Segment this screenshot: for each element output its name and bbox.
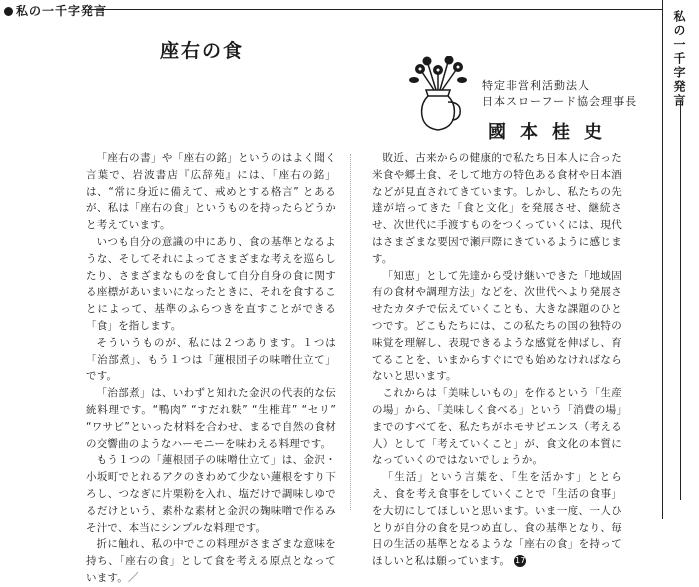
paragraph-text: 「生活」という言葉を、「生を活かす」ととらえ、食を考え食事をしていくことで「生活の食事」を大切にしてほしいと思います。いま一度、一人ひとりが自分の食を見つめ直し、食の基準となり、毎日の生活の基準となるような「座右の食」を持ってほしいと私は願っています。 xyxy=(372,471,622,568)
org-line-1: 特定非営利活動法人 xyxy=(482,79,590,92)
left-text-column xyxy=(86,150,336,587)
flower-vase-logo-icon xyxy=(398,56,478,134)
vertical-rule xyxy=(680,100,681,500)
paragraph xyxy=(372,469,622,570)
section-header-label: 私の一千字発言 xyxy=(16,4,108,18)
right-text-column xyxy=(372,150,622,570)
author-organization xyxy=(482,78,637,110)
paragraph: 「治部煮」は、いわずと知れた金沢の代表的な伝統料理です。“鴨肉” “すだれ麩” “生椎茸” “セリ” “ワサビ”といった材料を合わせ、まるで自然の食材の交響曲のようなハーモニーを味わえる料理です。 xyxy=(86,387,336,450)
vertical-section-label: 私の一千字発言 xyxy=(672,10,686,108)
paragraph: これからは「美味しいもの」を作るという「生産の場」から、「美味しく食べる」という「消費の場」までのすべてを、私たちがホモサピエンス（考える人）として「考えていくこと」が、食文化の本質になっていくのではないでしょうか。 xyxy=(372,387,622,467)
column-divider xyxy=(350,154,351,510)
paragraph: 「知恵」として先達から受け継いできた「地域固有の食材や調理方法」などを、次世代へより発展させたカタチで伝えていくことも、大きな課題のひとつです。どこもたちには、この私たちの国の独特の味覚を理解し、表現できるような感覚を伸ばし、育てることを、いまからすぐにでも始めなければならないと思います。 xyxy=(372,269,622,383)
paragraph: もう１つの「蓮根団子の味噌仕立て」は、金沢・小坂町でとれるアクのきわめて少ない蓮根をすり下ろし、つなぎに片栗粉を入れ、塩だけで調味しゆでるだけという、素朴な素材と金沢の麹味噌で作るみそ汁で、本当にシンプルな料理です。 xyxy=(86,454,336,534)
header-rule xyxy=(88,9,663,10)
paragraph: 折に触れ、私の中でこの料理がさまざまな意味を持ち、「座右の食」として食を考える原点となっています。／ xyxy=(86,538,336,584)
page-number: 17 xyxy=(514,556,526,566)
vertical-section-strip xyxy=(662,0,699,519)
paragraph: 敗近、古来からの健康的で私たち日本人に合った米食や郷土食、そして地方の特色ある食材や日本酒などが見直されてきています。しかし、私たちの先達が培ってきた「食と文化」を発展させ、継続させ、次世代に手渡すものをつくっていくには、現代はさまざまな要因で瀬戸際にきているように感じます。 xyxy=(372,152,622,265)
paragraph: 「座右の書」や「座右の銘」というのはよく聞く言葉で、岩波書店『広辞苑』には、「座右の銘」は、“常に身近に備えて、戒めとする格言” とあるが、私は「座右の食」というものを持ったらどうかと考えています。 xyxy=(86,152,336,232)
org-line-2: 日本スローフード協会理事長 xyxy=(482,95,638,108)
author-name: 國本桂史 xyxy=(488,122,616,143)
section-header xyxy=(4,2,107,19)
article-title: 座右の食 xyxy=(160,40,245,62)
bullet-icon xyxy=(4,7,13,16)
paragraph: いつも自分の意識の中にあり、食の基準となるような、そしてそれによってさまざまな考えを巡らしたり、さまざまなものを食して自分自身の食に関する座標があいまいになったときに、それを食することによって、基準のふらつきを直すことができる「食」を指します。 xyxy=(86,235,336,332)
paragraph: そういうものが、私には２つあります。１つは「治部煮」、もう１つは「蓮根団子の味噌仕立て」です。 xyxy=(86,336,336,383)
